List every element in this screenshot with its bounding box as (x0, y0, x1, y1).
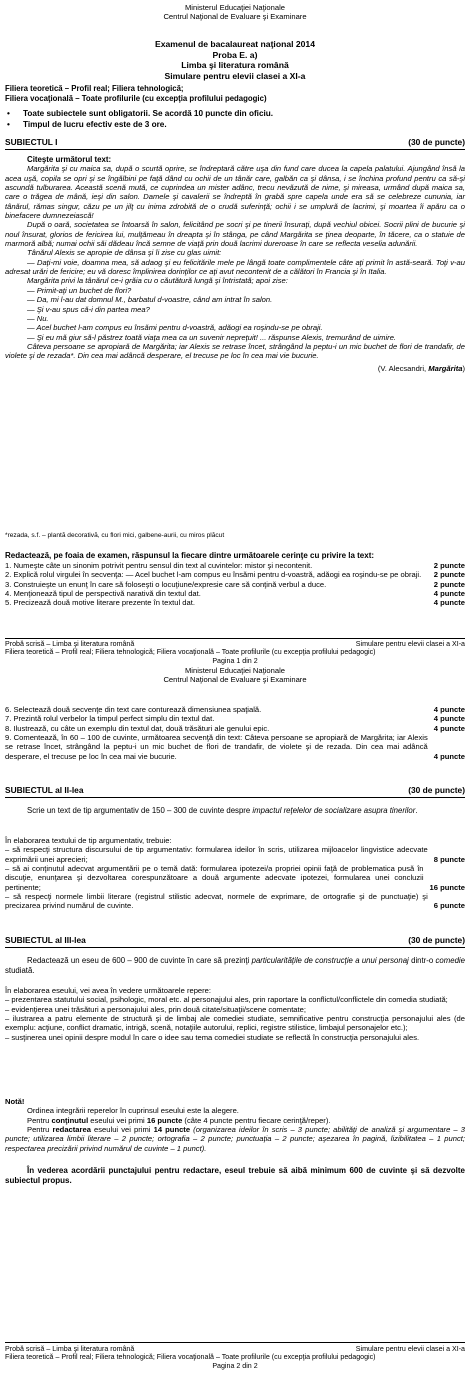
subiect-3-heading: SUBIECTUL al III-lea (30 de puncte) (5, 935, 465, 945)
subiect-1-heading: SUBIECTUL I (30 de puncte) (5, 137, 465, 147)
footer-page-1: Probă scrisă – Limba şi literatura română Simulare pentru elevii clasei a XI-a Filiera teoretică – Profil real; Filiera tehnologică; Filiera vocaţională – Toate profilurile (cu excepţia profilului pedagogic) Pagina 1 din 2 (5, 640, 465, 665)
task-item: 3. Construieşte un enunţ în care să foloseşti o locuţiune/expresie care să conţină verbul a duce. 2 puncte (5, 579, 465, 589)
page-number: Pagina 2 din 2 (212, 1361, 258, 1370)
source-citation: (V. Alecsandri, Margărita) (377, 363, 465, 373)
task-item: 6. Selectează două secvenţe din text care conturează dimensiunea spaţială. 4 puncte (5, 705, 465, 714)
task-item: 7. Prezintă rolul verbelor la timpul perfect simplu din textul dat. 4 puncte (5, 714, 465, 724)
exam-rules (5, 108, 465, 130)
reper-item: – evidenţierea unei trăsături a personajului ales, prin două citate/situaţii/scene comentate; (5, 1004, 306, 1014)
reper-item: – ilustrarea a patru elemente de structură şi de limbaj ale comediei studiate, semnificative pentru construcţia personajului ales (de exemplu: acţiune, conflict dramatic, intrigă, scenă, notaţiile autorului, replici, registre stilistice, limbajul personajelor etc.); (5, 1014, 465, 1033)
task-item: 1. Numeşte câte un sinonim potrivit pentru sensul din text al cuvintelor: mistor şi necontenit. 2 puncte (5, 561, 465, 570)
subiect-2-criteria: În elaborarea textului de tip argumentativ, trebuie: – să respecţi structura discursului de tip argumentativ: formularea ideilor în scris, utilizarea mijloacelor lingvistice adecvate exprimării unei aprecieri; 8 puncte – să ai conţinutul adecvat argumentării pe o temă dată: formularea ipotezei/a propriei opinii faţă de problematica pusă în discuţie, enunţarea şi dezvoltarea corespunzătoare a două argumente adecvate ipotezei, formularea unei concluzii pertinente; 16 puncte – să respecţi normele limbii literare (registrul stilistic adecvat, normele de exprimare, de ortografie şi de punctuaţie) şi precizarea privind numărul de cuvinte. 6 puncte (5, 836, 465, 911)
task-item: 2. Explică rolul virgulei în secvenţa: — Acel buchet l-am compus eu însămi pentru d-voastră, adăogi ea roşindu-se pe obraji. 2 puncte (5, 570, 465, 580)
nota-block: Notă! Ordinea integrării reperelor în cuprinsul eseului este la alegere. Pentru conţinutul eseului vei primi 16 puncte (câte 4 puncte pentru fiecare cerinţă/reper). Pentru redactarea eseului vei primi 14 puncte (organizarea ideilor în scris – 3 puncte; abilităţi de analiză şi argumentare – 3 puncte; utilizarea limbii literare – 2 puncte; ortografia – 2 puncte; punctuaţia – 2 puncte; aşezarea în pagină, lizibilitatea – 1 punct; respectarea precizării privind numărul de cuvinte – 1 punct). (5, 1097, 465, 1153)
subiect-2-prompt: Scrie un text de tip argumentativ de 150 – 300 de cuvinte despre impactul reţelelor de socializare asupra tinerilor. (27, 806, 418, 815)
subiect-1-text: Citeşte următorul text: Margărita şi cu maica sa, după o scurtă oprire, se îndreptară către uşa din fund care ducea la capela palatului. Ajungând însă la acea uşă, copila se opri şi se îngălbini pe faţă dând cu ochii de un tânăr care, galbăn ca şi dânsa, i se închina profund pentru ca să-şi ascundă tulburarea. Această scenă mută, ce cuprindea un mister adânc, trecu nevăzută de nime, şi mireasa, urmând după maica sa, care o trăgea de mână, ieşi din salon. Damele şi cavalerii se îndreptă în grabă spre capela unde era să se celebreze cununia, iar tânărul, rămas singur, căzu pe un jilţ cu inima zdrobită de o crudă suferinţă; ochii i se umplură de lacrimi, şi moartea îi apăru ca o binefacere dumnezeiască! După o oară, societatea se întoarsă în salon, felicitând pe socri şi pe tinerii însuraţi, după vechiul obicei. Socrii plini de bucurie şi noul însurat, glorios de fericirea lui, mulţămeau în dreapta şi în stânga, pe când Margărita se ţinea deoparte, în tăcere, ca o statuie de marmoră albă; numai ochii săi dădeau încă semne de viaţă prin două lacrimi dureroase în care se reflecta veselia adunării. Tânărul Alexis se apropie de dânsa şi îi zise cu glas uimit: — Daţi-mi voie, doamna mea, să adaog şi eu felicitările mele pe lângă toate complimentele câte aţi primit în astă-seară. Toţi v-au adresat urări de fericire; eu vă doresc împlinirea dorinţilor ce aţi avut necontenit de a călători în Francia şi în Italia. Margărita privi la tânărul ce-i grăia cu o căutătură lungă şi întristată; apoi zise: — Primit-aţi un buchet de flori? — Da, mi l-au dat domnul M., barbatul d-voastre, când am intrat în salon. — Şi v-au spus că-i din partea mea? — Nu. — Acel buchet l-am compus eu însămi pentru d-voastră, adăogi ea roşindu-se pe obraji. — Şi eu mă giur să-l păstrez toată viaţa mea ca un suvenir nepreţuit! ... răspunse Alexis, tremurând de uimire. Câteva persoane se apropiară de Margărita; iar Alexis se retrase încet, strângând la peptu-i un mic buchet de flori de trandafir, de violete şi de rezada*. Din cea mai adâncă desperare, el trecuse pe loc în cea mai vie bucurie. (V. Alecsandri, Margărita) (5, 155, 465, 373)
footnote: *rezada, s.f. – plantă decorativă, cu flori mici, galbene-aurii, cu miros plăcut (5, 532, 225, 539)
criteria-item: – să respecţi normele limbii literare (registrul stilistic adecvat, normele de exprimare, de ortografie şi de punctuaţie) şi precizarea privind numărul de cuvinte. 6 puncte (5, 892, 465, 911)
nota-label: Notă! (5, 1097, 25, 1106)
final-note: În vederea acordării punctajului pentru redactare, eseul trebuie să aibă minimum 600 de cuvinte şi să dezvolte subiectul propus. (5, 1166, 465, 1185)
criteria-item: – să ai conţinutul adecvat argumentării pe o temă dată: formularea ipotezei/a propriei opinii faţă de problematica pusă în discuţie, enunţarea şi dezvoltarea corespunzătoare a două argumente adecvate ipotezei, formularea unei concluzii pertinente; 16 puncte (5, 864, 465, 892)
task-list-page-2 (5, 705, 465, 761)
section-divider (5, 797, 465, 798)
criteria-item: – să respecţi structura discursului de tip argumentativ: formularea ideilor în scris, utilizarea mijloacelor lingvistice adecvate exprimării unei aprecieri; 8 puncte (5, 845, 465, 864)
footer-divider (5, 1342, 465, 1343)
task-item: 8. Ilustrează, cu câte un exemplu din textul dat, două trăsături ale genului epic. 4 puncte (5, 723, 465, 733)
reper-item: – prezentarea statutului social, psihologic, moral etc. al personajului ales, prin raportare la conflictul/conflictele din comedia studiată; (5, 995, 448, 1005)
section-divider (5, 149, 465, 150)
ministry-header: Ministerul Educaţiei Naţionale (184, 3, 286, 12)
page-number: Pagina 1 din 2 (212, 656, 258, 665)
footer-page-2: Probă scrisă – Limba şi literatura română Simulare pentru elevii clasei a XI-a Filiera teoretică – Profil real; Filiera tehnologică; Filiera vocaţională – Toate profilurile (cu excepţia profilului pedagogic) Pagina 2 din 2 (5, 1345, 465, 1370)
rule-item: • Toate subiectele sunt obligatorii. Se acordă 10 puncte din oficiu. (7, 109, 274, 118)
reper-item: – susţinerea unei opinii despre modul în care o idee sau tema comediei studiate se reflectă în construcţia personajului ales. (5, 1032, 420, 1042)
ministry-header: Ministerul Educaţiei Naţionale (184, 666, 286, 675)
subiect-3-repere: În elaborarea eseului, vei avea în vedere următoarele repere: – prezentarea statutului social, psihologic, moral etc. al personajului ales, prin raportare la conflictul/conflictele din comedia studiată; – evidenţierea unei trăsături a personajului ales, prin două citate/situaţii/scene comentate; – ilustrarea a patru elemente de structură şi de limbaj ale comediei studiate, semnificative pentru construcţia personajului ales (de exemplu: acţiune, conflict dramatic, intrigă, scenă, notaţiile autorului, replici, registre stilistice, limbajul personajelor etc.); – susţinerea unei opinii despre modul în care o idee sau tema comediei studiate se reflectă în construcţia personajului ales. (5, 986, 465, 1042)
center-header: Centrul Naţional de Evaluare şi Examinare (163, 12, 307, 21)
center-header: Centrul Naţional de Evaluare şi Examinare (163, 675, 307, 684)
subiect-3-prompt: Redactează un eseu de 600 – 900 de cuvinte în care să prezinţi particularităţile de construcţie a unui personaj dintr-o comedie studiată. (5, 956, 465, 975)
subiect-2-heading: SUBIECTUL al II-lea (30 de puncte) (5, 785, 465, 795)
task-item: 5. Precizează două motive literare prezente în textul dat. 4 puncte (5, 598, 465, 608)
footer-divider (5, 638, 465, 639)
task-item: 4. Menţionează tipul de perspectivă narativă din textul dat. 4 puncte (5, 589, 465, 599)
section-divider (5, 947, 465, 948)
rule-item: • Timpul de lucru efectiv este de 3 ore. (7, 120, 167, 129)
exam-title: Examenul de bacalaureat naţional 2014 Proba E. a) Limba şi literatura română Simulare pentru elevii clasei a XI-a (154, 39, 315, 81)
filiera-block: Filiera teoretică – Profil real; Filiera tehnologică; Filiera vocaţională – Toate profilurile (cu excepţia profilului pedagogic) (5, 84, 267, 103)
task-item: 9. Comentează, în 60 – 100 de cuvinte, următoarea secvenţă din text: Câteva persoane se apropiară de Margărita; iar Alexis se retrase încet, strângând la peptu-i un mic buchet de flori de trandafir, de violete şi de rezada. Din cea mai adâncă desperare, el trecuse pe loc în cea mai vie bucurie. 4 puncte (5, 733, 465, 761)
task-list-page-1: Redactează, pe foaia de examen, răspunsul la fiecare dintre următoarele cerinţe cu privire la text: 1. Numeşte câte un sinonim potrivit pentru sensul din text al cuvintelor: mistor şi necontenit. 2 puncte 2. Explică rolul virgulei în secvenţa: — Acel buchet l-am compus eu însămi pentru d-voastră, adăogi ea roşindu-se pe obraji. 2 puncte 3. Construieşte un enunţ în care să foloseşti o locuţiune/expresie care să conţină verbul a duce. 2 puncte 4. Menţionează tipul de perspectivă narativă din textul dat. 4 puncte 5. Precizează două motive literare prezente în textul dat. 4 puncte (5, 551, 465, 608)
